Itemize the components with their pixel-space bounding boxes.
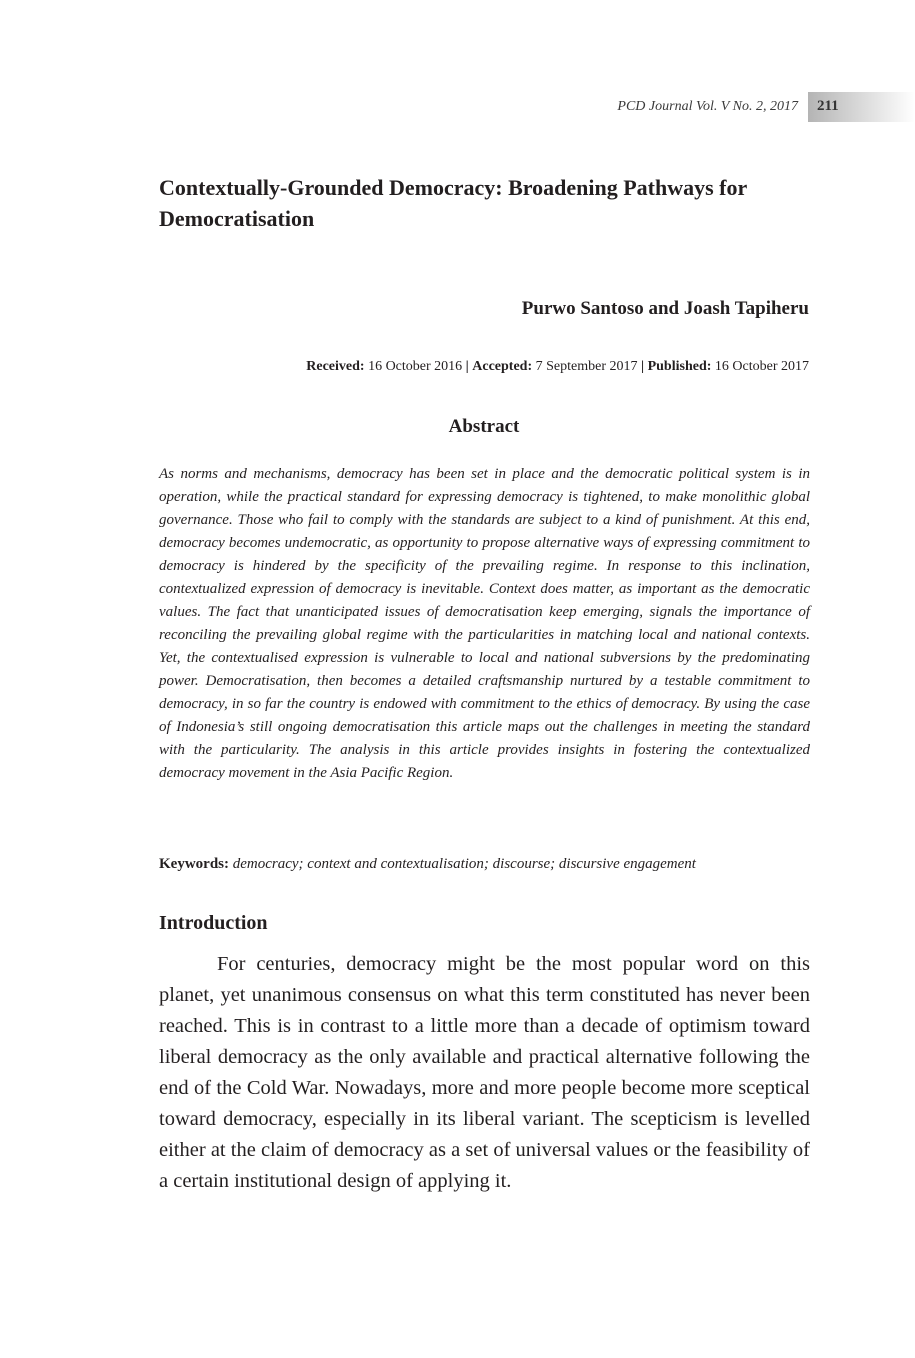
keywords — [159, 856, 819, 873]
introduction-paragraph: For centuries, democracy might be the most popular word on this planet, yet unanimous consensus on what this term constituted has never been reached. This is in contrast to a little more than a decade of optimism toward liberal democracy as the only available and practical alternative following the end of the Cold War. Nowadays, more and more people become more sceptical toward democracy, especially in its liberal variant. The scepticism is levelled either at the claim of democracy as a set of universal values or the feasibility of a certain institutional design of applying it. — [159, 953, 810, 1192]
keywords-value: democracy; context and contextualisation; discourse; discursive engagement — [232, 856, 696, 872]
received-date: 16 October 2016 — [368, 359, 463, 374]
published-label: Published: — [647, 359, 712, 374]
date-separator: | — [465, 359, 469, 374]
published-date: 16 October 2017 — [714, 359, 809, 374]
article-title: Contextually-Grounded Democracy: Broadening Pathways for Democratisation — [159, 175, 747, 231]
accepted-date: 7 September 2017 — [535, 359, 638, 374]
keywords-label: Keywords: — [159, 856, 229, 872]
accepted-label: Accepted: — [472, 359, 533, 374]
introduction-heading: Introduction — [159, 912, 268, 934]
date-separator: | — [641, 359, 645, 374]
journal-citation: PCD Journal Vol. V No. 2, 2017 — [617, 99, 798, 114]
page-number: 211 — [817, 98, 839, 114]
received-label: Received: — [306, 359, 365, 374]
abstract-heading: Abstract — [448, 416, 520, 437]
abstract-text: As norms and mechanisms, democracy has been set in place and the democratic political system is in operation, while the practical standard for expressing democracy is tightened, to make monolithic global governance. Those who fail to comply with the standards are subject to a kind of punishment. At this end, democracy becomes undemocratic, as opportunity to propose alternative ways of expressing commitment to democracy is hindered by the specificity of the prevailing regime. In response to this inclination, contextualized expression of democracy is inevitable. Context does matter, as important as the democratic values. The fact that unanticipated issues of democratisation keep emerging, signals the importance of reconciling the prevailing global regime with the particularities in matching local and national contexts. Yet, the contextualised expression is vulnerable to local and national subversions by the predominating power. Democratisation, then becomes a detailed craftsmanship nurtured by a testable commitment to democracy, in so far the country is endowed with commitment to the ethics of democracy. By using the case of Indonesia’s still ongoing democratisation this article maps out the challenges in meeting the standard with the particularity. The analysis in this article provides insights in fostering the contextualized democracy movement in the Asia Pacific Region. — [159, 466, 810, 781]
publication-dates — [306, 359, 809, 375]
author-names: Purwo Santoso and Joash Tapiheru — [521, 298, 809, 319]
